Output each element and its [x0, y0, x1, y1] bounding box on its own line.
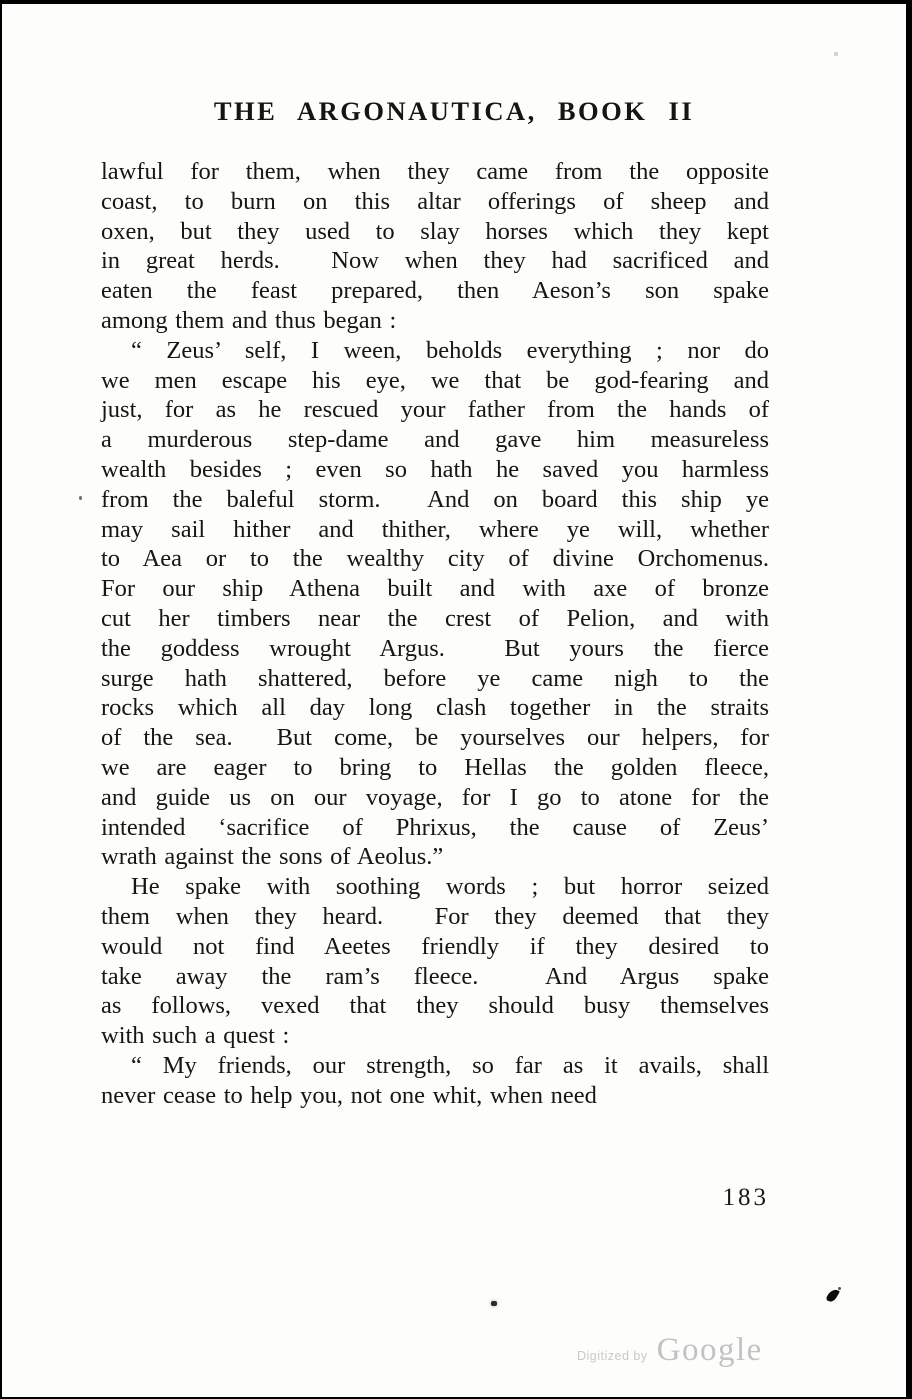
margin-dot [79, 496, 82, 500]
page-number: 183 [722, 1184, 769, 1211]
text-line: intended ‘sacrifice of Phrixus, the cause of Zeus’ [101, 813, 769, 841]
ink-blot [828, 1287, 841, 1302]
text-line: as follows, vexed that they should busy themselves [101, 992, 769, 1020]
text-line: “ Zeus’ self, I ween, beholds everything ; nor do [131, 336, 769, 364]
text-line: the goddess wrought Argus. But yours the fierce [101, 634, 769, 662]
scanned-page [2, 4, 906, 1397]
text-line: For our ship Athena built and with axe of bronze [101, 575, 769, 603]
text-line: never cease to help you, not one whit, when need [101, 1081, 597, 1109]
body-text [101, 157, 769, 1111]
text-line: to Aea or to the wealthy city of divine Orchomenus. [101, 545, 769, 573]
text-line: eaten the feast prepared, then Aeson’s son spake [101, 277, 769, 305]
text-line: coast, to burn on this altar offerings of sheep and [101, 187, 769, 215]
text-line: we men escape his eye, we that be god-fearing and [101, 366, 769, 394]
text-line: wealth besides ; even so hath he saved you harmless [101, 455, 769, 483]
ink-blot-dot [838, 1287, 841, 1290]
text-line: with such a quest : [101, 1022, 290, 1050]
text-line: of the sea. But come, be yourselves our helpers, for [101, 724, 769, 752]
text-line: from the baleful storm. And on board this ship ye [101, 485, 769, 513]
digitized-by-google-watermark [577, 1332, 763, 1369]
text-line: surge hath shattered, before ye came nigh to the [101, 664, 769, 692]
text-line: He spake with soothing words ; but horror seized [131, 873, 769, 901]
text-line: a murderous step-dame and gave him measureless [101, 426, 769, 454]
google-logo: Google [656, 1332, 763, 1368]
text-line: in great herds. Now when they had sacrificed and [101, 247, 769, 275]
text-line: and guide us on our voyage, for I go to atone for the [101, 783, 769, 811]
text-line: just, for as he rescued your father from the hands of [101, 396, 769, 424]
text-line: oxen, but they used to slay horses which they kept [101, 217, 769, 245]
text-line: cut her timbers near the crest of Pelion, and with [101, 604, 769, 632]
text-line: “ My friends, our strength, so far as it avails, shall [131, 1051, 769, 1079]
text-line: would not find Aeetes friendly if they desired to [101, 932, 769, 960]
text-line: among them and thus began : [101, 306, 397, 334]
text-line: lawful for them, when they came from the opposite [101, 158, 769, 185]
corner-dot [834, 52, 838, 56]
ink-speck [491, 1301, 497, 1306]
text-line: may sail hither and thither, where ye will, whether [101, 515, 769, 543]
text-line: wrath against the sons of Aeolus.” [101, 843, 444, 871]
text-line: take away the ram’s fleece. And Argus spake [101, 962, 769, 990]
text-line: rocks which all day long clash together in the straits [101, 694, 769, 722]
text-line: we are eager to bring to Hellas the golden fleece, [101, 753, 769, 781]
watermark-prefix-label: Digitized by [577, 1349, 648, 1363]
page-title: THE ARGONAUTICA, BOOK II [213, 96, 695, 126]
text-line: them when they heard. For they deemed that they [101, 902, 769, 930]
ink-blot-shape [825, 1288, 840, 1302]
